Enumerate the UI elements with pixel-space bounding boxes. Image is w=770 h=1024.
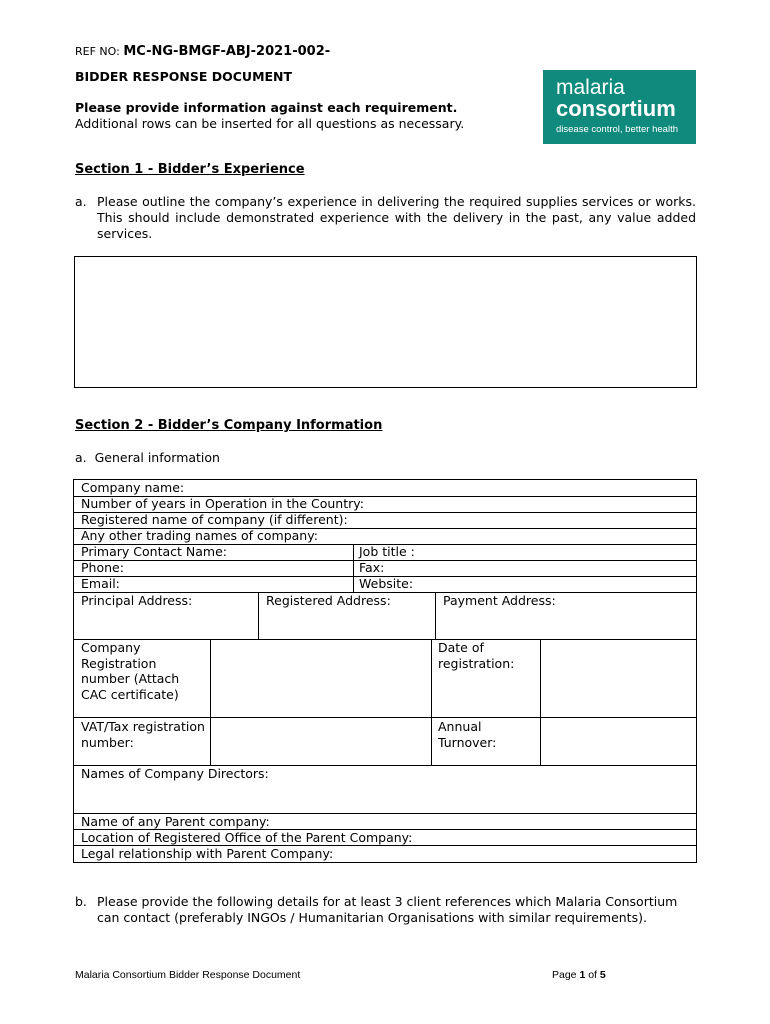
principal-address-field[interactable]: Principal Address: <box>81 593 193 608</box>
table-border-right <box>696 479 697 863</box>
logo-line-2: consortium <box>556 96 676 121</box>
registered-address-field[interactable]: Registered Address: <box>266 593 391 608</box>
ref-label: REF NO: <box>75 45 124 58</box>
phone-field[interactable]: Phone: <box>81 560 124 575</box>
ref-number: MC-NG-BMGF-ABJ-2021-002- <box>123 44 331 59</box>
col-rule <box>435 592 436 639</box>
payment-address-field[interactable]: Payment Address: <box>443 593 556 608</box>
job-title-field[interactable]: Job title : <box>359 544 415 559</box>
company-directors-field[interactable]: Names of Company Directors: <box>81 766 269 781</box>
registered-name-field[interactable]: Registered name of company (if different): <box>81 512 348 527</box>
footer-document-name: Malaria Consortium Bidder Response Document <box>75 969 301 981</box>
primary-contact-field[interactable]: Primary Contact Name: <box>81 544 227 559</box>
logo-tagline: disease control, better health <box>556 124 678 135</box>
row-rule <box>73 717 697 718</box>
page-total: 5 <box>599 969 606 981</box>
vat-registration-input[interactable] <box>212 719 429 764</box>
general-information-table <box>73 479 697 863</box>
subheading-text: General information <box>94 450 220 465</box>
client-references-question <box>75 894 696 926</box>
email-field[interactable]: Email: <box>81 576 120 591</box>
vat-registration-label: VAT/Tax registration number: <box>81 719 205 750</box>
col-rule <box>540 639 541 765</box>
company-name-field[interactable]: Company name: <box>81 480 185 495</box>
instruction-text: Additional rows can be inserted for all questions as necessary. <box>75 116 465 131</box>
col-rule <box>210 639 211 765</box>
parent-relationship-field[interactable]: Legal relationship with Parent Company: <box>81 846 334 861</box>
company-registration-label: Company Registration number (Attach CAC certificate) <box>81 640 180 702</box>
parent-company-field[interactable]: Name of any Parent company: <box>81 814 270 829</box>
section-1-title: Section 1 - Bidder’s Experience <box>75 162 305 177</box>
fax-field[interactable]: Fax: <box>359 560 385 575</box>
page-prefix: Page <box>552 969 580 981</box>
document-title: BIDDER RESPONSE DOCUMENT <box>75 69 293 84</box>
section-2-title: Section 2 - Bidder’s Company Information <box>75 418 383 433</box>
ref-number-line <box>75 44 330 59</box>
col-rule <box>431 639 432 765</box>
date-of-registration-label: Date of registration: <box>438 640 515 671</box>
page-current: 1 <box>579 969 586 981</box>
section-1-question <box>75 194 696 242</box>
question-text: Please provide the following details for at least 3 client references which Malaria Consortium can contact (preferably INGOs / Humanitarian Organisations with similar requirements). <box>97 894 678 925</box>
col-rule <box>258 592 259 639</box>
parent-location-field[interactable]: Location of Registered Office of the Parent Company: <box>81 830 413 845</box>
footer-page-number <box>552 969 606 981</box>
company-registration-input[interactable] <box>212 640 429 716</box>
table-border-bottom <box>73 862 697 863</box>
experience-answer-box[interactable] <box>74 256 697 388</box>
row-rule <box>73 560 697 561</box>
malaria-consortium-logo <box>543 70 696 144</box>
years-operation-field[interactable]: Number of years in Operation in the Country: <box>81 496 364 511</box>
list-marker: a. <box>75 194 87 209</box>
general-info-subheading <box>75 450 220 465</box>
date-of-registration-input[interactable] <box>542 640 694 716</box>
question-text: Please outline the company’s experience in delivering the required supplies services or works. This should include demonstrated experience with the delivery in the past, any value added services. <box>97 194 696 241</box>
table-border-left <box>73 479 74 863</box>
annual-turnover-input[interactable] <box>542 719 694 764</box>
list-marker: b. <box>75 894 87 909</box>
page-of: of <box>585 969 600 981</box>
logo-line-1: malaria <box>556 76 625 99</box>
list-marker: a. <box>75 450 87 465</box>
col-rule <box>353 544 354 592</box>
website-field[interactable]: Website: <box>359 576 414 591</box>
instruction-bold: Please provide information against each requirement. <box>75 100 458 115</box>
annual-turnover-label: Annual Turnover: <box>438 719 497 750</box>
trading-names-field[interactable]: Any other trading names of company: <box>81 528 318 543</box>
